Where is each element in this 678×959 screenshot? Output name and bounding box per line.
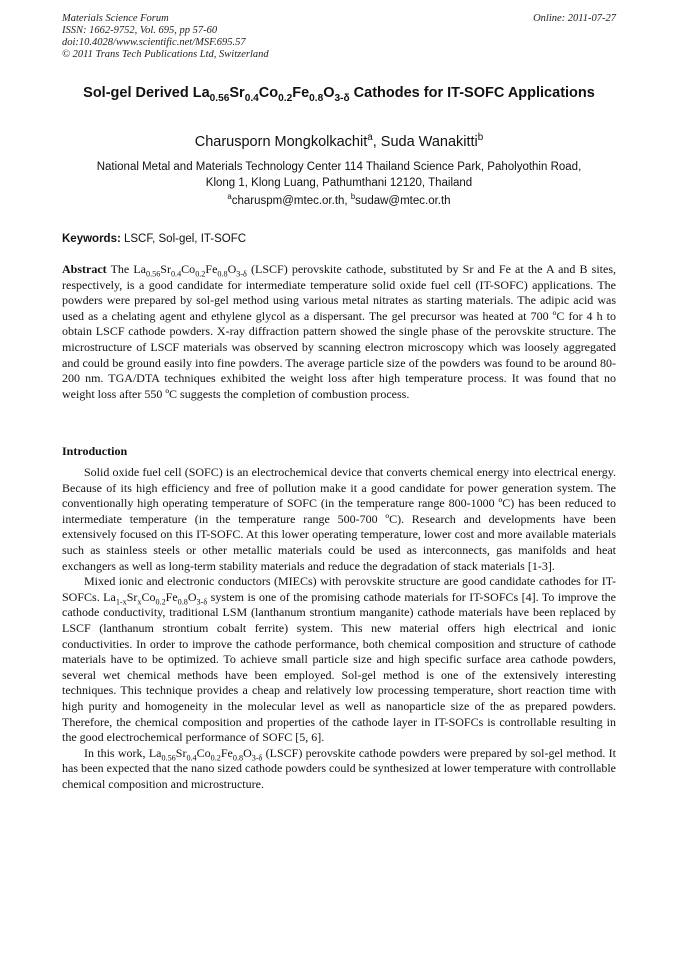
keywords — [62, 232, 616, 246]
title-subscript: 3-δ — [334, 92, 350, 104]
formula-subscript: 0.8 — [177, 597, 188, 607]
formula-subscript: 0.2 — [155, 597, 166, 607]
abstract-text: O — [227, 262, 237, 276]
paper-title — [62, 83, 616, 103]
paragraph — [62, 574, 616, 746]
title-text: Sol-gel Derived La — [83, 85, 210, 101]
abstract-text: The La — [106, 262, 147, 276]
paragraph-text: (LSCF) perovskite cathode powders were prepared by sol-gel method. It has been expected that the nano sized cathode powders could be synthesized at lower temperature with controllable chemical composition and microstructure. — [62, 745, 617, 791]
paragraph-text: In this work, La — [84, 745, 162, 760]
formula-subscript: 3-δ — [196, 597, 208, 607]
author-separator: , — [372, 134, 381, 150]
title-text: Cathodes for IT-SOFC Applications — [349, 85, 595, 101]
author-emails — [62, 194, 616, 208]
paragraph — [62, 746, 616, 793]
formula-subscript: 0.4 — [170, 269, 182, 279]
email-marker: a — [227, 192, 232, 202]
online-date: Online: 2011-07-27 — [533, 13, 616, 24]
paragraph-text: Co — [141, 589, 156, 604]
abstract-text: Sr — [160, 262, 171, 276]
keywords-label: Keywords: — [62, 233, 121, 245]
author-marker: b — [477, 132, 484, 144]
issn-line: ISSN: 1662-9752, Vol. 695, pp 57-60 — [62, 25, 218, 36]
paragraph: Solid oxide fuel cell (SOFC) is an electrochemical device that converts chemical energy into electrical energy. Because of its high efficiency and free of pollution make it a good candidate for power generation system. The conventionally high operating temperature of SOFC (in the temperature range 800-1000 ºC) has been reduced to intermediate temperature (in the temperature range 500-700 ºC). Research and developments have been extensively focused on this IT-SOFC. At this lower operating temperature, lower cost and more available materials such as stainless steels or other metallic materials could be used as interconnects, gas manifolds and heat exchangers as well as long-term stability materials and reduce the degradation of stack materials [1-3]. — [62, 465, 616, 573]
title-text: Fe — [292, 85, 310, 101]
title-text: Co — [258, 85, 279, 101]
affiliation — [62, 160, 616, 191]
formula-subscript: 0.2 — [210, 753, 221, 763]
paragraph-text: Mixed ionic and electronic conductors (MIECs) with perovskite structure are good candidate cathodes for IT-SOFCs. La — [62, 574, 616, 604]
paragraph-text: system is one of the promising cathode materials for IT-SOFCs [4]. To improve the cathode conductivity, traditional LSM (lanthanum strontium manganite) cathode materials have been replaced by LSCF (lanthanum strontium cobalt ferrite) system. This new material offers high electrical and ionic conductivities. In order to improve the cathode performance, both chemical composition and structure of cathode materials have to be optimized. To achieve small particle size and high specific surface area cathode powders, several wet chemical methods have been employed. Sol-gel method is one of the extensively interesting techniques. This technique provides a cheap and relatively low processing temperature, short reaction time with high purity and homogeneity in the molecular level as well as nanoparticle size of the as prepared powders. Therefore, the chemical composition and properties of the cathode layer in IT-SOFCs is controllable resulting in the good electrochemical performance of SOFC [5, 6]. — [62, 589, 616, 745]
paragraph-text: Co — [196, 745, 211, 760]
formula-subscript: 0.56 — [146, 269, 161, 279]
title-subscript: 0.8 — [309, 92, 324, 104]
journal-header — [62, 13, 269, 61]
paragraph-text: Fe — [220, 745, 233, 760]
abstract — [62, 262, 616, 402]
title-subscript: 0.4 — [244, 92, 259, 104]
email-marker: b — [350, 192, 356, 202]
paragraph-text: O — [187, 589, 197, 604]
abstract-label: Abstract — [62, 262, 107, 276]
formula-subscript: 1-x — [115, 597, 127, 607]
introduction-body — [62, 465, 616, 792]
section-heading: Introduction — [62, 444, 128, 458]
abstract-text: Fe — [205, 262, 218, 276]
formula-subscript: x — [137, 597, 142, 607]
title-subscript: 0.2 — [278, 92, 293, 104]
copyright-line: © 2011 Trans Tech Publications Ltd, Switzerland — [62, 49, 269, 60]
abstract-text: (LSCF) perovskite cathode, substituted by Sr and Fe at the A and B sites, respectively, is a good candidate for intermediate temperature solid oxide fuel cell (IT-SOFC) applications. The powders were prepared by sol-gel method using various metal nitrates as starting materials. The adipic acid was used as a chelating agent and ethylene glycol as a dispersant. The gel precursor was heated at 700 ºC for 4 h to obtain LSCF cathode powders. X-ray diffraction pattern showed the single phase of the perovskite structure. The microstructure of LSCF materials was observed by scanning electron microscopy which was loosely aggregated and could be ground easily into fine powders. The average particle size of the powders was found to be around 80-200 nm. TGA/DTA techniques exhibited the weight loss after high temperature process. It was found that no weight loss after 550 ºC suggests the completion of combustion process. — [62, 262, 616, 401]
author-name: Charusporn Mongkolkachit — [194, 134, 368, 150]
keywords-text: LSCF, Sol-gel, IT-SOFC — [120, 233, 247, 245]
author-marker: a — [367, 132, 373, 144]
doi-line[interactable]: doi:10.4028/www.scientific.net/MSF.695.57 — [62, 37, 246, 48]
formula-subscript: 0.8 — [217, 269, 228, 279]
email-link[interactable]: charuspm@mtec.or.th, — [231, 195, 351, 207]
formula-subscript: 0.4 — [186, 753, 197, 763]
paragraph-text: Fe — [165, 589, 178, 604]
formula-subscript: 3-δ — [236, 269, 247, 279]
title-subscript: 0.56 — [209, 92, 230, 104]
formula-subscript: 0.56 — [161, 753, 176, 763]
formula-subscript: 3-δ — [251, 753, 263, 763]
formula-subscript: 0.2 — [195, 269, 206, 279]
email-link[interactable]: sudaw@mtec.or.th — [355, 195, 451, 207]
formula-subscript: 0.8 — [232, 753, 244, 763]
paragraph-text: Sr — [175, 745, 187, 760]
paragraph-text: O — [243, 745, 252, 760]
author-list — [62, 133, 616, 151]
title-text: O — [323, 85, 335, 101]
title-text: Sr — [229, 85, 245, 101]
journal-name: Materials Science Forum — [62, 13, 169, 24]
abstract-text: Co — [181, 262, 196, 276]
author-name: Suda Wanakitti — [380, 134, 478, 150]
affiliation-line: Klong 1, Klong Luang, Pathumthani 12120, Thailand — [205, 176, 473, 189]
paragraph-text: Sr — [126, 589, 138, 604]
affiliation-line: National Metal and Materials Technology Center 114 Thailand Science Park, Paholyothin Road, — [96, 161, 582, 173]
